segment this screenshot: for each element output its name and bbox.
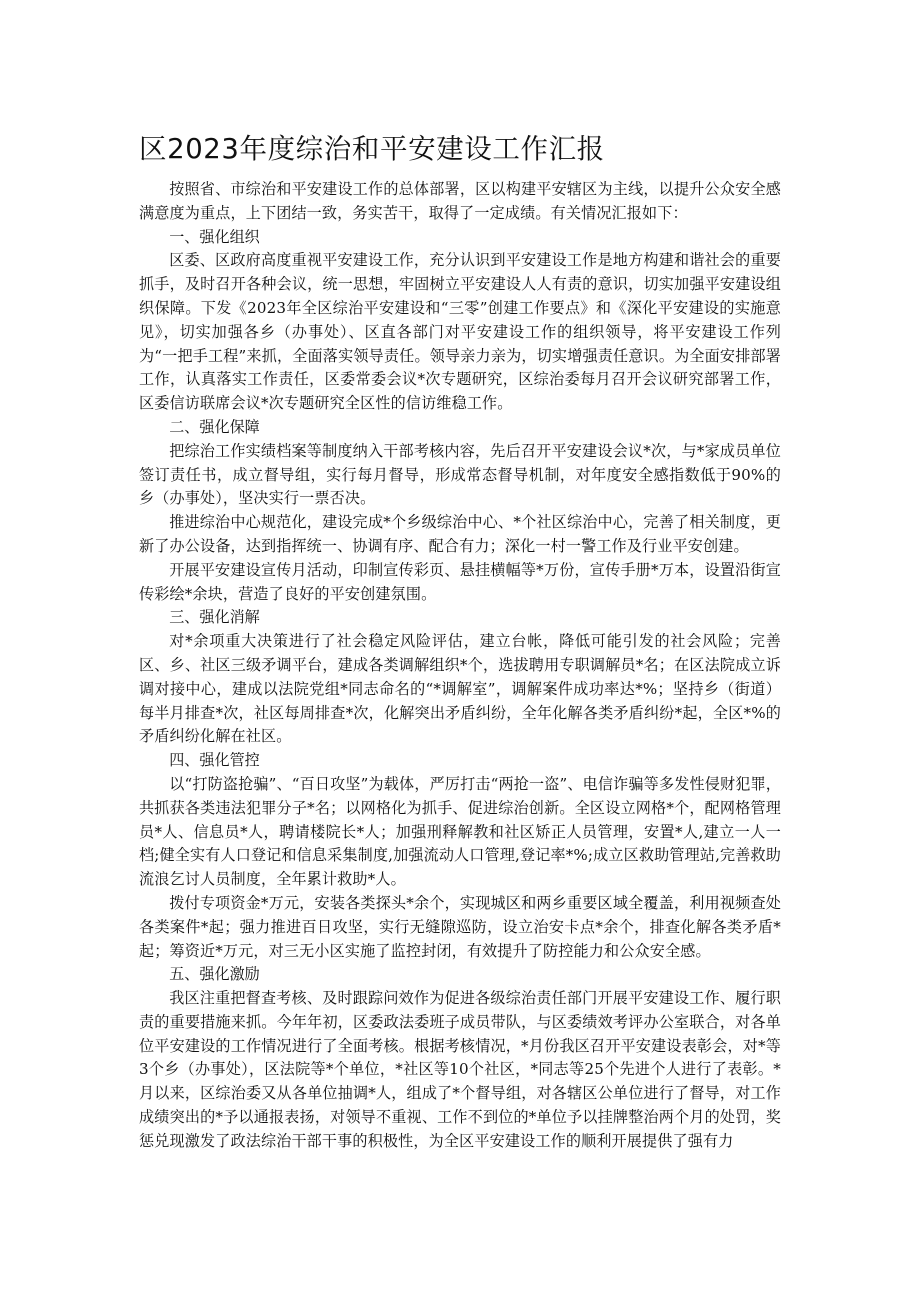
document-body <box>139 178 781 1154</box>
section-3-paragraph-1: 对*余项重大决策进行了社会稳定风险评估，建立台帐，降低可能引发的社会风险；完善区、乡、社区三级矛调平台，建成各类调解组织*个，选拔聘用专职调解员*名；在区法院成立诉调对接中心，建成以法院党组*同志命名的“*调解室”，调解案件成功率达*%；坚持乡（街道）每半月排查*次，社区每周排查*次，化解突出矛盾纠纷，全年化解各类矛盾纠纷*起，全区*%的矛盾纠纷化解在社区。 <box>139 632 781 746</box>
section-4-paragraph-2: 拨付专项资金*万元，安装各类探头*余个，实现城区和两乡重要区域全覆盖，利用视频查处各类案件*起；强力推进百日攻坚，实行无缝隙巡防，设立治安卡点*余个，排查化解各类矛盾*起；筹资近*万元，对三无小区实施了监控封闭，有效提升了防控能力和公众安全感。 <box>139 893 781 960</box>
section-2-paragraph-3: 开展平安建设宣传月活动，印制宣传彩页、悬挂横幅等*万份，宣传手册*万本，设置沿街宣传彩绘*余块，营造了良好的平安创建氛围。 <box>139 560 781 603</box>
section-5-paragraph-1: 我区注重把督查考核、及时跟踪问效作为促进各级综治责任部门开展平安建设工作、履行职责的重要措施来抓。今年年初，区委政法委班子成员带队，与区委绩效考评办公室联合，对各单位平安建设的工作情况进行了全面考核。根据考核情况，*月份我区召开平安建设表彰会，对*等3个乡（办事处），区法院等*个单位，*社区等10个社区，*同志等25个先进个人进行了表彰。*月以来，区综治委又从各单位抽调*人，组成了*个督导组，对各辖区公单位进行了督导，对工作成绩突出的*予以通报表扬，对领导不重视、工作不到位的*单位予以挂牌整治两个月的处罚，奖惩兑现激发了政法综治干部干事的积极性，为全区平安建设工作的顺利开展提供了强有力 <box>139 989 781 1150</box>
section-heading-2: 二、强化保障 <box>169 417 260 436</box>
section-heading-1: 一、强化组织 <box>169 227 260 246</box>
section-1-paragraph-1: 区委、区政府高度重视平安建设工作，充分认识到平安建设工作是地方构建和谐社会的重要抓手，及时召开各种会议，统一思想，牢固树立平安建设人人有责的意识，切实加强平安建设组织保障。下发《2023年全区综治平安建设和“三零”创建工作要点》和《深化平安建设的实施意见》，切实加强各乡（办事处）、区直各部门对平安建设工作的组织领导，将平安建设工作列为“一把手工程”来抓，全面落实领导责任。领导亲力亲为，切实增强责任意识。为全面安排部署工作，认真落实工作责任，区委常委会议*次专题研究，区综治委每月召开会议研究部署工作，区委信访联席会议*次专题研究全区性的信访维稳工作。 <box>139 251 781 413</box>
section-heading-4: 四、强化管控 <box>169 751 260 770</box>
section-2-paragraph-2: 推进综治中心规范化，建设完成*个乡级综治中心、*个社区综治中心，完善了相关制度，更新了办公设备，达到指挥统一、协调有序、配合有力；深化一村一警工作及行业平安创建。 <box>139 513 781 555</box>
section-4-paragraph-1: 以“打防盗抢骗”、“百日攻坚”为载体，严厉打击“两抢一盗”、电信诈骗等多发性侵财犯罪，共抓获各类违法犯罪分子*名；以网格化为抓手、促进综治创新。全区设立网格*个，配网格管理员*人、信息员*人，聘请楼院长*人；加强刑释解教和社区矫正人员管理，安置*人,建立一人一档;健全实有人口登记和信息采集制度,加强流动人口管理,登记率*%;成立区救助管理站,完善救助流浪乞讨人员制度，全年累计救助*人。 <box>139 774 782 889</box>
intro-paragraph: 按照省、市综治和平安建设工作的总体部署，区以构建平安辖区为主线，以提升公众安全感满意度为重点，上下团结一致，务实苦干，取得了一定成绩。有关情况汇报如下： <box>139 180 781 222</box>
document-title: 区2023年度综治和平安建设工作汇报 <box>139 133 605 165</box>
section-2-paragraph-1: 把综治工作实绩档案等制度纳入干部考核内容，先后召开平安建设会议*次，与*家成员单位签订责任书，成立督导组，实行每月督导，形成常态督导机制，对年度安全感指数低于90%的乡（办事处），坚决实行一票否决。 <box>139 441 781 508</box>
section-heading-5: 五、强化激励 <box>169 965 260 984</box>
section-heading-3: 三、强化消解 <box>169 608 260 627</box>
